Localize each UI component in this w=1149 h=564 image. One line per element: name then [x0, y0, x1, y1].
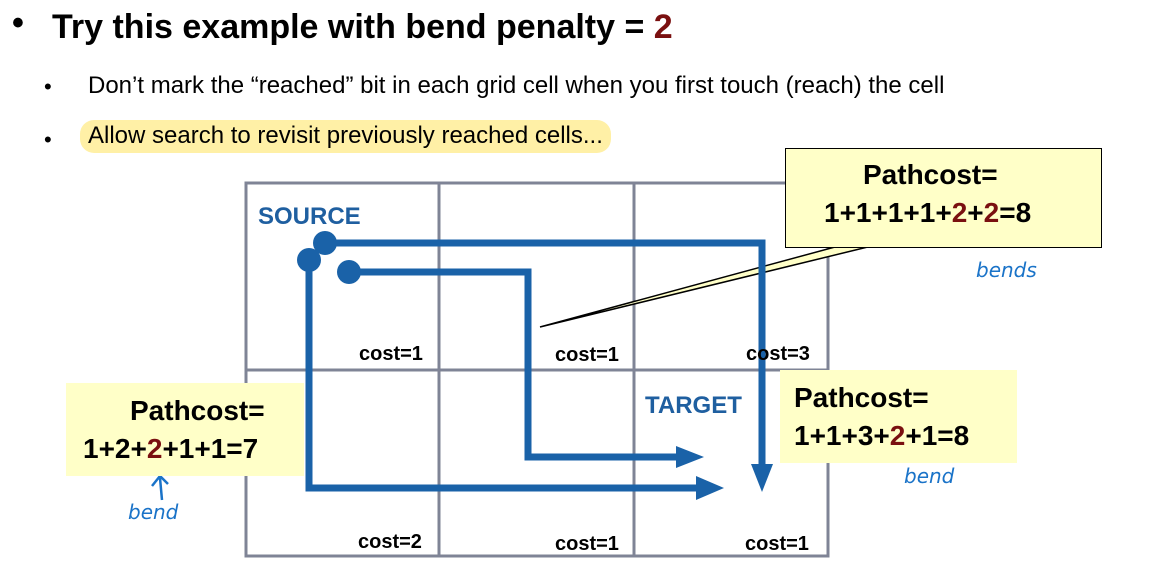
- heading-bullet: •: [12, 4, 24, 42]
- callout-right-expr-prefix: 1+1+3+: [794, 420, 890, 451]
- cost-cell-6: cost=1: [745, 533, 809, 555]
- title-text: Try this example with bend penalty =: [52, 8, 654, 46]
- callout-left: [66, 383, 304, 476]
- source-dot-3: [337, 260, 361, 284]
- title-penalty-value: 2: [653, 8, 673, 46]
- highlighted-text: Allow search to revisit previously reached cells...: [80, 120, 611, 153]
- callout-top-expr-prefix: 1+1+1+1+: [824, 197, 952, 228]
- annotation-bends: bends: [976, 258, 1037, 282]
- cost-cell-2: cost=1: [555, 344, 619, 366]
- callout-left-title: Pathcost=: [130, 395, 265, 426]
- callout-top-right: [785, 148, 1102, 248]
- source-label: SOURCE: [258, 203, 361, 230]
- callout-top-bend-2: 2: [983, 197, 1000, 228]
- callout-right: [780, 370, 1017, 463]
- callout-right-title: Pathcost=: [794, 382, 929, 413]
- bullet-text-1: Don’t mark the “reached” bit in each grid cell when you first touch (reach) the cell: [88, 72, 945, 99]
- callout-left-expr-prefix: 1+2+: [83, 433, 147, 464]
- ink-arrow: [152, 476, 168, 500]
- bullet-marker-1: •: [44, 74, 52, 99]
- callout-top-bend-1: 2: [951, 197, 968, 228]
- callout-top-title: Pathcost=: [863, 159, 998, 190]
- callout-left-expr: [83, 433, 258, 465]
- cost-cell-1: cost=1: [359, 343, 423, 365]
- cost-cell-4: cost=2: [358, 531, 422, 553]
- callout-top-plus: +: [967, 197, 984, 228]
- callout-left-bend: 2: [146, 433, 163, 464]
- arrowheads: [676, 446, 773, 500]
- annotation-bend-right: bend: [904, 464, 955, 488]
- bullet-marker-2: •: [44, 127, 52, 152]
- callout-right-expr: [794, 420, 969, 452]
- callout-right-expr-suffix: +1=8: [905, 420, 970, 451]
- callout-right-bend: 2: [889, 420, 906, 451]
- callout-left-expr-suffix: +1+1=7: [162, 433, 259, 464]
- source-dot-2: [297, 248, 321, 272]
- cost-cell-3: cost=3: [746, 343, 810, 365]
- callout-top-expr-suffix: =8: [999, 197, 1032, 228]
- annotation-bend-left: bend: [128, 500, 179, 524]
- callout-top-expr: [824, 197, 1031, 229]
- target-label: TARGET: [645, 392, 742, 419]
- arrowhead-middle: [676, 446, 704, 468]
- arrowhead-bottom: [696, 476, 724, 500]
- arrowhead-down: [751, 464, 773, 492]
- cost-cell-5: cost=1: [555, 533, 619, 555]
